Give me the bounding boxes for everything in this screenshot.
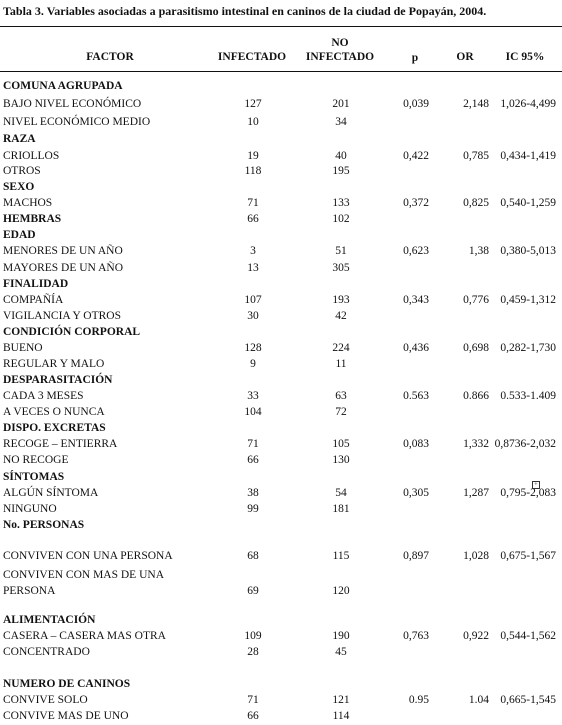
row-label: MENORES DE UN AÑO <box>3 245 123 257</box>
row-label: NO RECOGE <box>3 454 69 466</box>
anchor-marker-icon: + <box>532 481 540 489</box>
cell-or: 1,38 <box>468 245 489 257</box>
cell-infectado: 38 <box>247 487 259 499</box>
cell-or: 0.866 <box>463 390 489 402</box>
cell-p: 0,763 <box>403 630 429 642</box>
cell-no-infectado: 224 <box>332 342 350 354</box>
cell-or: 1,287 <box>463 487 489 499</box>
section-heading: SEXO <box>3 181 35 193</box>
cell-no-infectado: 201 <box>332 98 350 110</box>
cell-ic: 0,795-2,083 <box>500 487 556 499</box>
cell-infectado: 104 <box>244 406 262 418</box>
section-heading: DISPO. EXCRETAS <box>3 422 106 434</box>
section-heading: NUMERO DE CANINOS <box>3 678 131 690</box>
header-no-infectado-2: INFECTADO <box>305 51 375 63</box>
cell-infectado: 28 <box>247 646 259 658</box>
cell-infectado: 3 <box>250 245 256 257</box>
cell-infectado: 69 <box>247 585 259 597</box>
row-label: NINGUNO <box>3 503 57 515</box>
cell-no-infectado: 195 <box>332 165 350 177</box>
header-p: p <box>411 52 419 64</box>
row-label: CONVIVEN CON MAS DE UNA <box>3 569 164 581</box>
cell-ic: 0,282-1,730 <box>500 342 556 354</box>
cell-no-infectado: 181 <box>332 503 350 515</box>
cell-infectado: 71 <box>247 438 259 450</box>
cell-p: 0.563 <box>403 390 429 402</box>
cell-no-infectado: 54 <box>335 487 347 499</box>
cell-p: 0,372 <box>403 197 429 209</box>
row-label: OTROS <box>3 165 41 177</box>
cell-infectado: 66 <box>247 213 259 225</box>
section-heading: FINALIDAD <box>3 278 69 290</box>
cell-infectado: 71 <box>247 197 259 209</box>
section-heading: ALIMENTACIÓN <box>3 614 96 626</box>
section-heading: CONDICIÓN CORPORAL <box>3 326 141 338</box>
cell-ic: 0,8736-2,032 <box>494 438 556 450</box>
cell-ic: 0.533-1.409 <box>500 390 556 402</box>
cell-p: 0,305 <box>403 487 429 499</box>
cell-infectado: 107 <box>244 294 262 306</box>
header-factor: FACTOR <box>86 51 134 63</box>
cell-ic: 0,459-1,312 <box>500 294 556 306</box>
cell-p: 0.95 <box>408 694 429 706</box>
cell-no-infectado: 115 <box>332 550 350 562</box>
cell-infectado: 118 <box>244 165 262 177</box>
cell-infectado: 33 <box>247 390 259 402</box>
row-label: CASERA – CASERA MAS OTRA <box>3 630 166 642</box>
row-label: ALGÚN SÍNTOMA <box>3 487 99 499</box>
cell-or: 2,148 <box>463 98 489 110</box>
section-heading: HEMBRAS <box>3 213 62 225</box>
cell-infectado: 71 <box>247 694 259 706</box>
cell-infectado: 13 <box>247 262 259 274</box>
cell-infectado: 9 <box>250 358 256 370</box>
cell-or: 0,922 <box>463 630 489 642</box>
cell-no-infectado: 45 <box>335 646 347 658</box>
cell-infectado: 68 <box>247 550 259 562</box>
cell-ic: 0,434-1,419 <box>500 150 556 162</box>
cell-or: 1,028 <box>463 550 489 562</box>
cell-or: 1,332 <box>463 438 489 450</box>
cell-no-infectado: 42 <box>335 310 347 322</box>
cell-or: 1.04 <box>468 694 489 706</box>
cell-p: 0,897 <box>403 550 429 562</box>
cell-no-infectado: 51 <box>335 245 347 257</box>
table-title: Tabla 3. Variables asociadas a parasitismo intestinal en caninos de la ciudad de Popayán, 2004. <box>3 4 487 18</box>
cell-p: 0,039 <box>403 98 429 110</box>
cell-infectado: 66 <box>247 454 259 466</box>
cell-ic: 0,540-1,259 <box>500 197 556 209</box>
row-label: BAJO NIVEL ECONÓMICO <box>3 98 142 110</box>
cell-ic: 0,665-1,545 <box>500 694 556 706</box>
cell-ic: 0,380-5,013 <box>500 245 556 257</box>
header-rule <box>0 71 562 72</box>
cell-infectado: 30 <box>247 310 259 322</box>
row-label: RECOGE – ENTIERRA <box>3 438 118 450</box>
section-heading: DESPARASITACIÓN <box>3 374 113 386</box>
row-label: REGULAR Y MALO <box>3 358 105 370</box>
cell-no-infectado: 305 <box>332 262 350 274</box>
cell-ic: 0,675-1,567 <box>500 550 556 562</box>
row-label: VIGILANCIA Y OTROS <box>3 310 121 322</box>
row-label: NIVEL ECONÓMICO MEDIO <box>3 116 151 128</box>
cell-infectado: 19 <box>247 150 259 162</box>
header-or: OR <box>456 51 474 63</box>
row-label: MACHOS <box>3 197 53 209</box>
row-label: CONCENTRADO <box>3 646 90 658</box>
header-infectado: INFECTADO <box>217 51 287 63</box>
cell-p: 0,436 <box>403 342 429 354</box>
cell-p: 0,083 <box>403 438 429 450</box>
cell-no-infectado: 34 <box>335 116 347 128</box>
cell-no-infectado: 193 <box>332 294 350 306</box>
row-label: CONVIVEN CON UNA PERSONA <box>3 550 173 562</box>
row-label: CONVIVE MAS DE UNO <box>3 710 129 722</box>
cell-ic: 1,026-4,499 <box>500 98 556 110</box>
cell-no-infectado: 11 <box>335 358 347 370</box>
cell-no-infectado: 120 <box>332 585 350 597</box>
cell-no-infectado: 130 <box>332 454 350 466</box>
row-label: COMPAÑÍA <box>3 294 64 306</box>
cell-infectado: 10 <box>247 116 259 128</box>
section-heading: EDAD <box>3 229 36 241</box>
section-heading: No. PERSONAS <box>3 519 85 531</box>
cell-no-infectado: 114 <box>332 710 350 722</box>
cell-no-infectado: 105 <box>332 438 350 450</box>
cell-p: 0,422 <box>403 150 429 162</box>
row-label: CADA 3 MESES <box>3 390 84 402</box>
cell-infectado: 128 <box>244 342 262 354</box>
cell-no-infectado: 102 <box>332 213 350 225</box>
cell-ic: 0,544-1,562 <box>500 630 556 642</box>
cell-no-infectado: 40 <box>335 150 347 162</box>
row-label: BUENO <box>3 342 43 354</box>
cell-no-infectado: 72 <box>335 406 347 418</box>
top-rule <box>0 26 562 27</box>
cell-infectado: 109 <box>244 630 262 642</box>
section-heading: SÍNTOMAS <box>3 471 65 483</box>
row-label: MAYORES DE UN AÑO <box>3 262 124 274</box>
row-label: CRIOLLOS <box>3 150 60 162</box>
header-ic: IC 95% <box>505 51 545 63</box>
cell-or: 0,776 <box>463 294 489 306</box>
cell-no-infectado: 133 <box>332 197 350 209</box>
row-label: PERSONA <box>3 585 56 597</box>
cell-p: 0,343 <box>403 294 429 306</box>
row-label: A VECES O NUNCA <box>3 406 105 418</box>
cell-infectado: 127 <box>244 98 262 110</box>
cell-no-infectado: 190 <box>332 630 350 642</box>
section-heading: COMUNA AGRUPADA <box>3 80 123 92</box>
cell-or: 0,785 <box>463 150 489 162</box>
cell-or: 0,698 <box>463 342 489 354</box>
cell-no-infectado: 63 <box>335 390 347 402</box>
cell-p: 0,623 <box>403 245 429 257</box>
cell-no-infectado: 121 <box>332 694 350 706</box>
cell-infectado: 99 <box>247 503 259 515</box>
section-heading: RAZA <box>3 133 36 145</box>
cell-infectado: 66 <box>247 710 259 722</box>
header-no-infectado-1: NO <box>331 37 349 49</box>
cell-or: 0,825 <box>463 197 489 209</box>
row-label: CONVIVE SOLO <box>3 694 88 706</box>
